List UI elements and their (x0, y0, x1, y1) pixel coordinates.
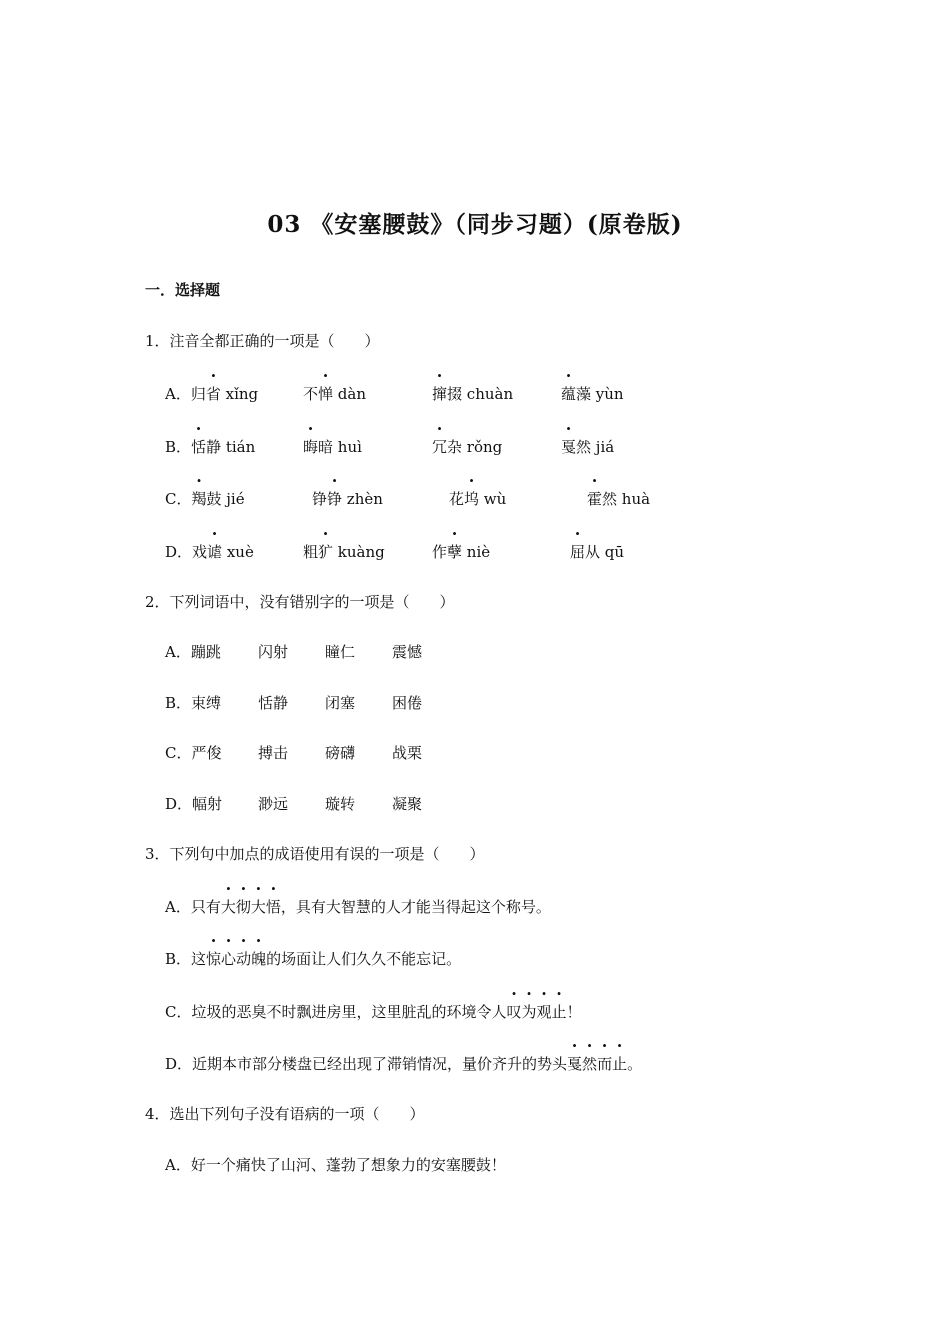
pinyin: jiá (591, 438, 615, 456)
option-label: D． (165, 795, 193, 813)
q1-a-word-3: 撺掇 chuàn (432, 385, 514, 403)
dotted-char: 而 (597, 1055, 613, 1073)
q3-option-b: B．这惊心动魄的场面让人们久久不能忘记。 (165, 950, 462, 968)
word: 磅礴 (325, 744, 356, 762)
pinyin: xǐng (220, 385, 259, 403)
q1-d-word-3: 作孽 niè (432, 543, 491, 561)
option-label: A． (165, 385, 191, 403)
q1-b-word-4: 戛然 jiá (561, 438, 615, 456)
dotted-char: 大 (220, 898, 236, 916)
dotted-char: 孽 (447, 543, 463, 561)
pinyin: huì (333, 438, 362, 456)
pinyin: yùn (591, 385, 624, 403)
word: 蹦跳 (190, 643, 221, 661)
dotted-char: 心 (221, 950, 237, 968)
question-1-stem: 1．注音全都正确的一项是（ ） (145, 332, 380, 350)
pinyin: chuàn (462, 385, 514, 403)
q2-option-c (165, 742, 222, 763)
word: 瞳仁 (325, 643, 356, 661)
pinyin: niè (462, 543, 491, 561)
dotted-char: 冗 (432, 438, 448, 456)
q1-c-word-3: 花坞 wù (449, 490, 507, 508)
dotted-char: 观 (536, 1003, 552, 1021)
dotted-char: 羯 (191, 490, 207, 508)
dotted-char: 彻 (235, 898, 251, 916)
dotted-char: 犷 (318, 543, 334, 561)
q1-option-b: B．恬静 tián (165, 438, 256, 456)
q1-a-word-2: 不惮 dàn (303, 385, 367, 403)
q2-option-a (165, 641, 221, 662)
question-4-stem: 4．选出下列句子没有语病的一项（ ） (145, 1105, 425, 1123)
option-label: D． (165, 543, 193, 561)
dotted-char: 止 (551, 1003, 567, 1021)
dotted-char: 悟 (265, 898, 281, 916)
dotted-char: 戛 (561, 438, 577, 456)
option-label: B． (165, 438, 192, 456)
dotted-char: 铮 (327, 490, 343, 508)
pinyin: qū (600, 543, 625, 561)
dotted-char: 惊 (206, 950, 222, 968)
option-label: A． (165, 643, 191, 661)
dotted-char: 为 (521, 1003, 537, 1021)
q1-option-a: A．归省 xǐng (165, 385, 259, 403)
word: 闭塞 (325, 694, 356, 712)
pinyin: rǒng (462, 438, 503, 456)
word: 幅射 (192, 795, 223, 813)
q1-a-word-4: 蕴藻 yùn (561, 385, 624, 403)
q1-c-word-4: 霍然 huà (587, 490, 651, 508)
q1-b-word-3: 冗杂 rǒng (432, 438, 503, 456)
word: 凝聚 (392, 795, 423, 813)
pinyin: kuàng (333, 543, 385, 561)
pinyin: xuè (222, 543, 254, 561)
page-title: 03 《安塞腰鼓》（同步习题）(原卷版) (267, 211, 683, 238)
q1-d-word-4: 屈从 qū (570, 543, 625, 561)
dotted-char: 止 (612, 1055, 628, 1073)
dotted-char: 然 (582, 1055, 598, 1073)
question-2-stem: 2．下列词语中，没有错别字的一项是（ ） (145, 593, 455, 611)
question-3-stem: 3．下列句中加点的成语使用有误的一项是（ ） (145, 845, 485, 863)
q4-option-a: A．好一个痛快了山河、蓬勃了想象力的安塞腰鼓！ (165, 1156, 506, 1174)
word: 渺远 (258, 795, 289, 813)
word: 搏击 (258, 744, 289, 762)
dotted-char: 谑 (207, 543, 223, 561)
pinyin: huà (617, 490, 651, 508)
q1-b-word-2: 晦暗 huì (303, 438, 362, 456)
q2-option-d (165, 793, 222, 814)
q1-option-d: D．戏谑 xuè (165, 543, 254, 561)
option-label: B． (165, 694, 192, 712)
section-heading: 一．选择题 (145, 281, 221, 299)
dotted-char: 恬 (191, 438, 207, 456)
dotted-char: 晦 (303, 438, 319, 456)
dotted-char: 坞 (464, 490, 480, 508)
word: 震憾 (392, 643, 423, 661)
option-label: C． (165, 490, 192, 508)
pinyin: dàn (333, 385, 367, 403)
q3-option-c: C．垃圾的恶臭不时飘进房里，这里脏乱的环境令人叹为观止！ (165, 1003, 582, 1021)
dotted-char: 叹 (506, 1003, 522, 1021)
word: 严俊 (191, 744, 222, 762)
dotted-char: 戛 (567, 1055, 583, 1073)
word: 困倦 (392, 694, 423, 712)
word: 璇转 (325, 795, 356, 813)
dotted-char: 惮 (318, 385, 334, 403)
dotted-char: 蕴 (561, 385, 577, 403)
word: 束缚 (191, 694, 222, 712)
q1-d-word-2: 粗犷 kuàng (303, 543, 385, 561)
option-label: C． (165, 744, 192, 762)
q3-option-a: A．只有大彻大悟，具有大智慧的人才能当得起这个称号。 (165, 898, 551, 916)
q1-c-word-2: 铮铮 zhèn (312, 490, 383, 508)
dotted-char: 省 (205, 385, 221, 403)
dotted-char: 撺 (432, 385, 448, 403)
pinyin: zhèn (342, 490, 383, 508)
dotted-char: 屈 (570, 543, 586, 561)
word: 恬静 (258, 694, 289, 712)
word: 闪射 (258, 643, 289, 661)
q2-option-b (165, 692, 221, 713)
dotted-char: 动 (236, 950, 252, 968)
pinyin: wù (479, 490, 507, 508)
word: 战栗 (392, 744, 423, 762)
dotted-char: 霍 (587, 490, 603, 508)
dotted-char: 魄 (251, 950, 267, 968)
pinyin: tián (221, 438, 256, 456)
q1-option-c: C．羯鼓 jié (165, 490, 245, 508)
q3-option-d: D．近期本市部分楼盘已经出现了滞销情况，量价齐升的势头戛然而止。 (165, 1055, 643, 1073)
dotted-char: 大 (250, 898, 266, 916)
pinyin: jié (221, 490, 245, 508)
